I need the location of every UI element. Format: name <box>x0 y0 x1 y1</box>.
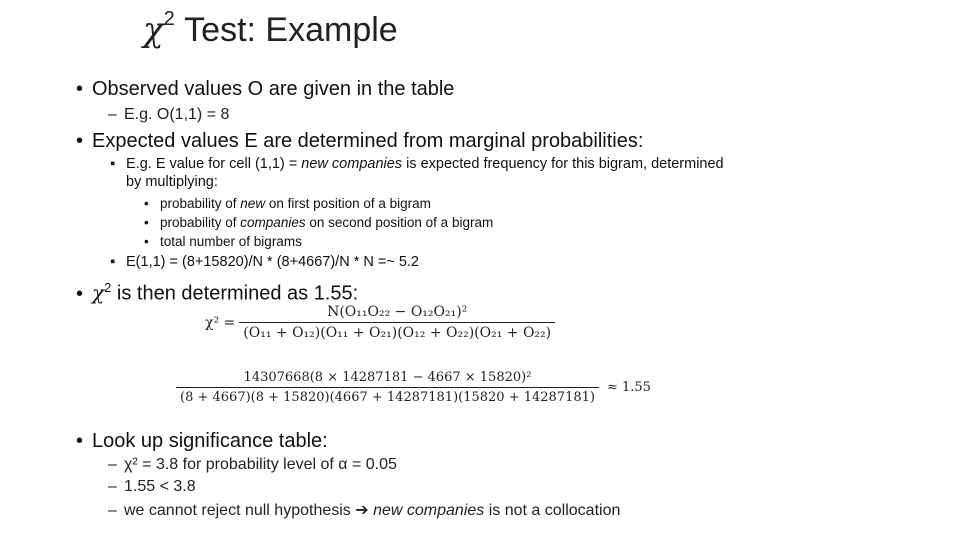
dash-icon: – <box>108 502 117 519</box>
expected-eg-prefix: E.g. E value for cell (1,1) = <box>126 156 302 172</box>
observed-eg-text: E.g. O(1,1) = 8 <box>124 106 230 123</box>
chi-text: is then determined as 1.55: <box>111 282 359 305</box>
prob-item-3 <box>144 234 302 249</box>
calc-denominator: (8 + 4667)(8 + 15820)(4667 + 14287181)(15820 + 14287181) <box>176 387 599 405</box>
formula-fraction <box>239 304 555 341</box>
lookup3-prefix: we cannot reject null hypothesis <box>124 502 356 519</box>
bullet-observed <box>76 78 454 101</box>
prob3-text: total number of bigrams <box>160 234 302 249</box>
expected-eg-suffix: is expected frequency for this bigram, determined <box>402 156 724 172</box>
dash-icon: – <box>108 456 117 473</box>
chi-sup: 2 <box>104 280 112 295</box>
bullet-dot-icon: • <box>144 215 149 230</box>
dash-icon: – <box>108 478 117 495</box>
calc-numerator: 14307668(8 × 14287181 − 4667 × 15820)² <box>243 370 532 385</box>
square-bullet-icon: ▪ <box>110 156 116 172</box>
e11-text: E(1,1) = (8+15820)/N * (8+4667)/N * N =~ 5.2 <box>126 254 419 270</box>
calc-result: ≈ 1.55 <box>606 380 651 395</box>
bullet-expected <box>76 130 643 153</box>
bullet-dot-icon: • <box>76 430 84 452</box>
prob2-suffix: on second position of a bigram <box>305 215 494 230</box>
expected-eg-line2: by multiplying: <box>126 174 218 190</box>
prob1-suffix: on first position of a bigram <box>265 196 431 211</box>
bullet-dot-icon: • <box>76 130 84 152</box>
formula-numerator: N(O₁₁O₂₂ − O₁₂O₂₁)² <box>327 304 468 320</box>
lookup-text: Look up significance table: <box>92 430 328 452</box>
lookup-item-2 <box>108 478 196 496</box>
bullet-dot-icon: • <box>76 78 84 100</box>
lookup1-text: χ² = 3.8 for probability level of α = 0.05 <box>124 456 397 473</box>
prob-item-1 <box>144 196 431 211</box>
expected-eg-em: new companies <box>301 156 403 172</box>
prob2-prefix: probability of <box>160 215 241 230</box>
prob-item-2 <box>144 215 493 230</box>
formula-lhs: χ² = <box>205 314 236 331</box>
arrow-right-icon: ➔ <box>355 502 369 519</box>
bullet-observed-text: Observed values O are given in the table <box>92 78 455 100</box>
formula-denominator: (O₁₁ + O₁₂)(O₁₁ + O₂₁)(O₁₂ + O₂₂)(O₂₁ + O₂₂) <box>239 322 555 341</box>
lookup3-em: new companies <box>373 502 485 519</box>
bullet-chi <box>76 280 358 306</box>
bullet-expected-text: Expected values E are determined from marginal probabilities: <box>92 130 644 152</box>
bullet-lookup <box>76 430 328 453</box>
calc-fraction <box>176 370 599 405</box>
lookup-item-3 <box>108 500 620 520</box>
sub-bullet-observed-eg <box>108 106 229 124</box>
prob1-prefix: probability of <box>160 196 241 211</box>
lookup-item-1 <box>108 456 397 474</box>
title-superscript: 2 <box>163 7 175 30</box>
bullet-dot-icon: • <box>144 196 149 211</box>
dash-icon: – <box>108 106 117 123</box>
lookup2-text: 1.55 < 3.8 <box>124 478 196 495</box>
sub-bullet-e11 <box>110 254 419 270</box>
bullet-dot-icon: • <box>76 282 84 305</box>
chi-symbol: χ <box>143 10 164 50</box>
chi-inline: χ <box>92 280 105 305</box>
title-text: Test: Example <box>174 11 398 49</box>
lookup3-suffix: is not a collocation <box>484 502 621 519</box>
bullet-dot-icon: • <box>144 234 149 249</box>
slide-title <box>143 7 398 50</box>
sub-bullet-expected-eg <box>110 156 724 172</box>
square-bullet-icon: ▪ <box>110 254 116 270</box>
prob1-em: new <box>240 196 266 211</box>
chi-formula <box>205 304 555 341</box>
calc-formula <box>176 370 651 405</box>
prob2-em: companies <box>240 215 306 230</box>
